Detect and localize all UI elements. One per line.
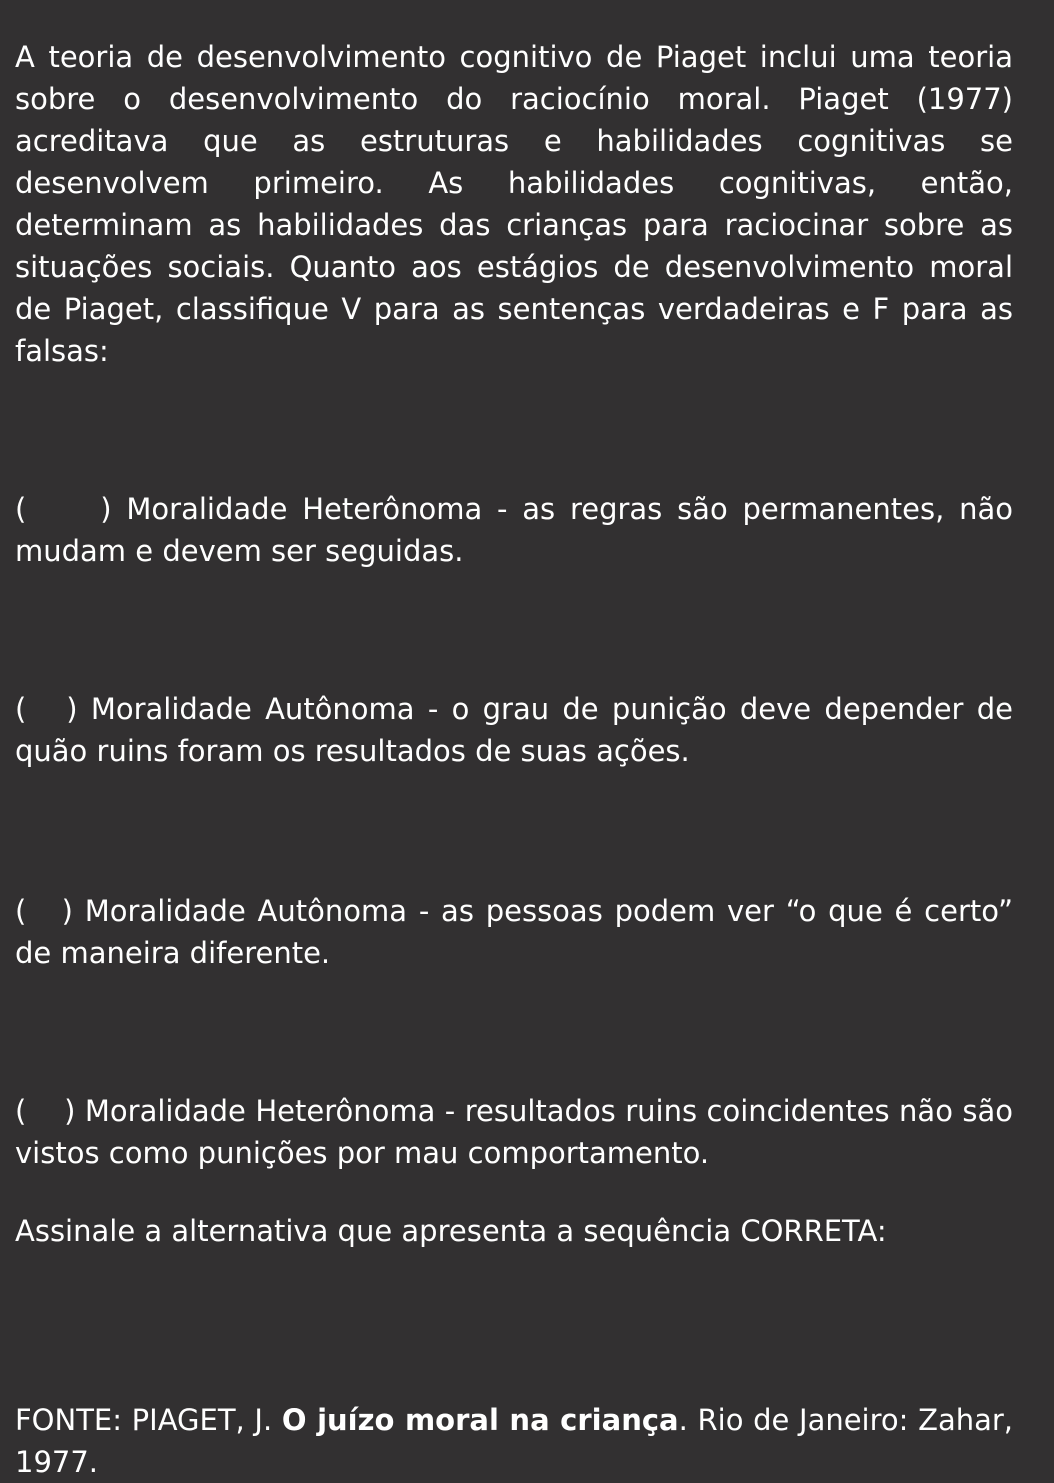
statement-item <box>15 488 1013 572</box>
statement-item <box>15 1090 1013 1174</box>
statement-item <box>15 890 1013 974</box>
open-paren: ( <box>15 492 27 526</box>
statement-text: Moralidade Heterônoma - as regras são permanentes, não mudam e devem ser seguidas. <box>15 492 1013 568</box>
source-suffix: . Rio de Janeiro: Zahar, 1977. <box>15 1403 1014 1479</box>
answer-blank <box>15 692 91 726</box>
source-citation <box>15 1399 1013 1483</box>
answer-blank <box>15 492 126 526</box>
source-prefix: FONTE: PIAGET, J. <box>15 1403 282 1437</box>
question-intro: A teoria de desenvolvimento cognitivo de Piaget inclui uma teoria sobre o desenvolvimento do raciocínio moral. Piaget (1977) acreditava que as estruturas e habilidades cognitivas se desenvolvem primeiro. As habilidades cognitivas, então, determinam as habilidades das crianças para raciocinar sobre as situações sociais. Quanto aos estágios de desenvolvimento moral de Piaget, classifique V para as sentenças verdadeiras e F para as falsas: <box>15 40 1013 368</box>
statement-text: Moralidade Heterônoma - resultados ruins coincidentes não são vistos como punições por mau comportamento. <box>15 1094 1014 1170</box>
open-paren: ( <box>15 1094 27 1128</box>
statement-item <box>15 688 1013 772</box>
open-paren: ( <box>15 692 27 726</box>
statement-text: Moralidade Autônoma - o grau de punição deve depender de quão ruins foram os resultados de suas ações. <box>15 692 1014 768</box>
instruction-text: Assinale a alternativa que apresenta a sequência CORRETA: <box>15 1214 887 1248</box>
close-paren: ) <box>61 894 73 928</box>
answer-blank <box>15 894 85 928</box>
answer-blank <box>15 1094 85 1128</box>
close-paren: ) <box>64 1094 76 1128</box>
close-paren: ) <box>100 492 112 526</box>
open-paren: ( <box>15 894 27 928</box>
close-paren: ) <box>66 692 78 726</box>
statement-text: Moralidade Autônoma - as pessoas podem ver “o que é certo” de maneira diferente. <box>15 894 1013 970</box>
source-title: O juízo moral na criança <box>281 1403 679 1437</box>
